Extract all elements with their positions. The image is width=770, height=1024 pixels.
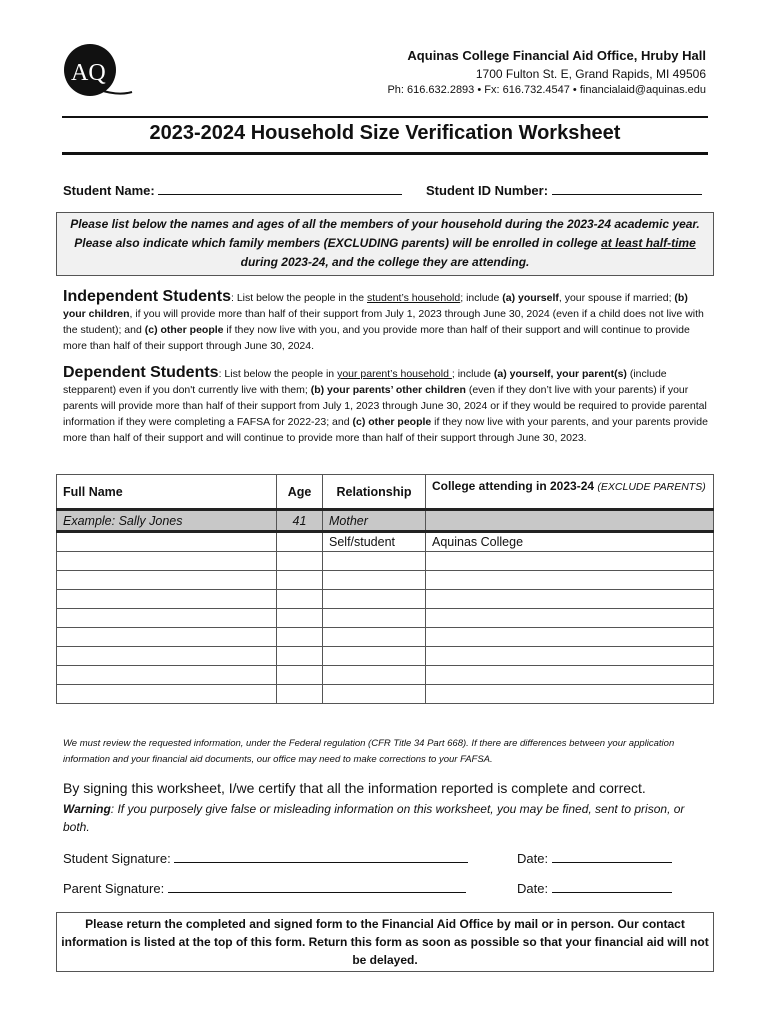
student-id-line[interactable] (552, 181, 702, 195)
independent-students-text: Independent Students: List below the people in the student’s household; include (a) yourself, your spouse if married; (b) your children, if you will provide more than half of their support from July 1, 2023 through June 30, 2024 (even if a child does not live with the student); and (c) other people if they now live with you, and you provide more than half of their support and will continue to provide more than half of their support through June 30, 2024. (63, 288, 704, 352)
table-row[interactable] (57, 590, 714, 609)
example-row: Example: Sally Jones 41 Mother (57, 510, 714, 532)
student-signature-field[interactable]: Student Signature: (63, 849, 468, 866)
household-table (56, 474, 714, 704)
org-contact: Ph: 616.632.2893 • Fx: 616.732.4547 • financialaid@aquinas.edu (387, 84, 706, 96)
table-row[interactable] (57, 628, 714, 647)
table-row[interactable] (57, 666, 714, 685)
table-row[interactable] (57, 552, 714, 571)
col-age: Age (277, 475, 323, 510)
warning-text: Warning: If you purposely give false or misleading information on this worksheet, you may be fined, sent to prison, or both. (63, 802, 685, 834)
student-signature-line[interactable] (174, 849, 468, 863)
certification-statement: By signing this worksheet, I/we certify that all the information reported is complete and correct. (63, 780, 646, 796)
dependent-students-text: Dependent Students: List below the people in your parent’s household ; include (a) yourself, your parent(s) (include stepparent) even if you don't currently live with them; (b) your parents’ other children (even if they don’t live with your parents) if your parents will provide more than half of their support from July 1, 2023 through June 30, 2024 or if they would be required to provide parental information if they were completing a FAFSA for 2022-23; and (c) other people if they now live with your parents, and your parents provide more than half of their support and will continue to provide more than half of their support through June 30, 2023. (63, 364, 708, 444)
aq-logo-icon (48, 30, 140, 114)
student-id-field[interactable]: Student ID Number: (426, 181, 702, 198)
svg-text:AQ: AQ (71, 60, 106, 86)
col-relationship: Relationship (323, 475, 426, 510)
title-rule (62, 152, 708, 155)
student-name-field[interactable]: Student Name: (63, 181, 402, 198)
student-date-field[interactable]: Date: (517, 849, 672, 866)
return-instructions-box: Please return the completed and signed form to the Financial Aid Office by mail or in person. Our contact information is listed at the top of this form. Return this form as soon as possible so that your financial aid will not be delayed. (56, 912, 714, 972)
table-row[interactable] (57, 685, 714, 704)
student-name-line[interactable] (158, 181, 402, 195)
table-row[interactable]: Self/student Aquinas College (57, 532, 714, 552)
college-logo (48, 30, 140, 114)
regulation-note: We must review the requested information, under the Federal regulation (CFR Title 34 Part 668). If there are differences between your application information and your financial aid documents, our office may need to make corrections to your FAFSA. (63, 738, 675, 765)
col-full-name: Full Name (57, 475, 277, 510)
table-row[interactable] (57, 609, 714, 628)
parent-date-line[interactable] (552, 879, 672, 893)
top-rule (62, 116, 708, 118)
parent-date-field[interactable]: Date: (517, 879, 672, 896)
page-title: 2023-2024 Household Size Verification Worksheet (149, 122, 621, 144)
instructions-box: Please list below the names and ages of all the members of your household during the 2023-24 academic year. Please also indicate which family members (EXCLUDING parents) will be enrolled in college at least half-time during 2023-24, and the college they are attending. (56, 212, 714, 276)
parent-signature-field[interactable]: Parent Signature: (63, 879, 466, 896)
col-college: College attending in 2023-24 (EXCLUDE PARENTS) (426, 475, 714, 510)
org-name: Aquinas College Financial Aid Office, Hruby Hall (407, 48, 706, 63)
table-header-row (57, 475, 714, 510)
org-address: 1700 Fulton St. E, Grand Rapids, MI 49506 (475, 67, 706, 81)
student-date-line[interactable] (552, 849, 672, 863)
table-row[interactable] (57, 571, 714, 590)
table-row[interactable] (57, 647, 714, 666)
parent-signature-line[interactable] (168, 879, 466, 893)
